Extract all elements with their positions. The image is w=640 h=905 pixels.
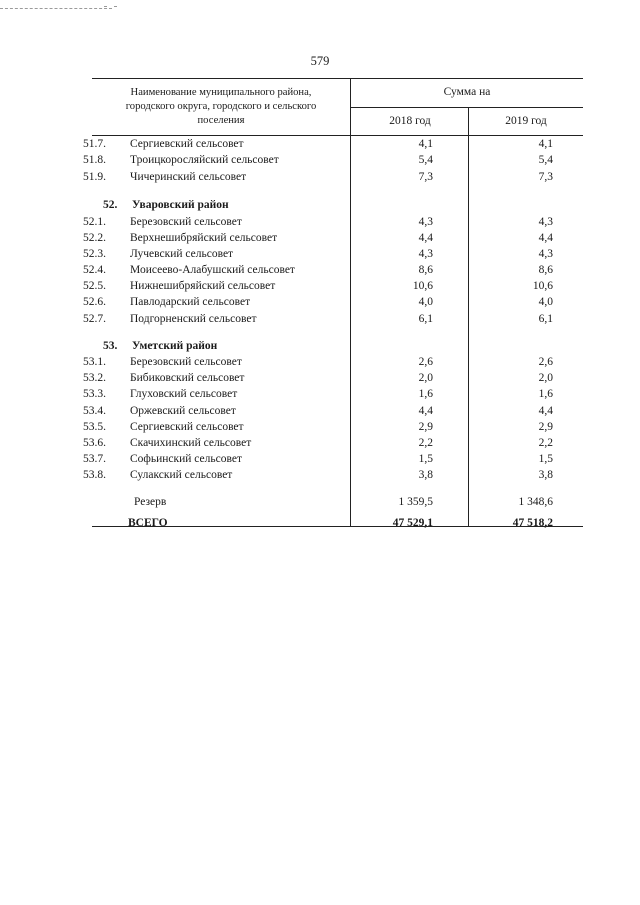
row-number: 52.6. — [83, 296, 106, 308]
scan-margin-dot — [104, 6, 107, 7]
value-2019: 4,3 — [538, 216, 553, 228]
row-name: Скачихинский сельсовет — [130, 437, 252, 449]
value-2018: 8,6 — [418, 264, 433, 276]
table-row — [83, 262, 583, 278]
table-row — [83, 214, 583, 230]
table-row — [83, 467, 583, 483]
table-row — [83, 311, 583, 327]
table-row — [83, 136, 583, 152]
row-number: 51.8. — [83, 154, 106, 166]
row-number: 52.5. — [83, 280, 106, 292]
value-2018: 1,5 — [418, 453, 433, 465]
value-2018: 2,0 — [418, 372, 433, 384]
value-2019: 4,1 — [538, 138, 553, 150]
row-name: ВСЕГО — [128, 517, 168, 529]
row-number: 51.7. — [83, 138, 106, 150]
row-name: Нижнешибряйский сельсовет — [130, 280, 276, 292]
table-row — [83, 403, 583, 419]
table-section-row — [92, 338, 583, 354]
row-number: 53. — [103, 340, 118, 352]
header-sum-column: Сумма на — [350, 79, 583, 108]
table-body — [83, 136, 583, 529]
value-2019: 2,9 — [538, 421, 553, 433]
value-2019: 4,3 — [538, 248, 553, 260]
row-number: 51.9. — [83, 171, 106, 183]
value-2018: 2,9 — [418, 421, 433, 433]
row-number: 53.4. — [83, 405, 106, 417]
row-name: Чичеринский сельсовет — [130, 171, 247, 183]
value-2019: 4,4 — [538, 405, 553, 417]
row-number: 53.6. — [83, 437, 106, 449]
row-name: Оржевский сельсовет — [130, 405, 236, 417]
value-2018: 4,1 — [418, 138, 433, 150]
row-name: Уметский район — [132, 340, 218, 352]
row-name: Березовский сельсовет — [130, 356, 242, 368]
value-2019: 1,6 — [538, 388, 553, 400]
row-name: Подгорненский сельсовет — [130, 313, 257, 325]
value-2019: 2,0 — [538, 372, 553, 384]
value-2019: 2,2 — [538, 437, 553, 449]
row-number: 53.2. — [83, 372, 106, 384]
value-2018: 2,2 — [418, 437, 433, 449]
value-2018: 4,3 — [418, 216, 433, 228]
row-number: 52. — [103, 199, 118, 211]
value-2018: 3,8 — [418, 469, 433, 481]
value-2019: 3,8 — [538, 469, 553, 481]
value-2019: 7,3 — [538, 171, 553, 183]
value-2019: 4,4 — [538, 232, 553, 244]
table-row — [83, 246, 583, 262]
table-row — [83, 230, 583, 246]
header-year-2018: 2018 год — [350, 108, 469, 135]
row-number: 53.8. — [83, 469, 106, 481]
header-name-line: Наименование муниципального района, — [130, 87, 312, 98]
row-name: Моисеево-Алабушский сельсовет — [130, 264, 295, 276]
value-2018: 7,3 — [418, 171, 433, 183]
value-2019: 5,4 — [538, 154, 553, 166]
row-number: 52.7. — [83, 313, 106, 325]
table-bottom-rule — [92, 526, 583, 527]
row-name: Софьинский сельсовет — [130, 453, 242, 465]
row-name: Березовский сельсовет — [130, 216, 242, 228]
value-2018: 6,1 — [418, 313, 433, 325]
value-2018: 10,6 — [412, 280, 433, 292]
table-row — [83, 354, 583, 370]
value-2018: 4,3 — [418, 248, 433, 260]
budget-distribution-table — [83, 78, 583, 529]
value-2018: 47 529,1 — [392, 517, 433, 529]
value-2018: 4,4 — [418, 232, 433, 244]
table-total-row — [92, 515, 583, 531]
table-reserve-row — [92, 494, 583, 510]
row-name: Лучевский сельсовет — [130, 248, 234, 260]
header-name-line: поселения — [197, 115, 245, 126]
row-name: Сергиевский сельсовет — [130, 421, 244, 433]
row-name: Сергиевский сельсовет — [130, 138, 244, 150]
value-2018: 1 359,5 — [398, 496, 433, 508]
header-year-2019: 2019 год — [468, 108, 583, 135]
row-name: Павлодарский сельсовет — [130, 296, 251, 308]
table-row — [83, 169, 583, 185]
value-2019: 1,5 — [538, 453, 553, 465]
table-section-row — [92, 197, 583, 213]
row-number: 53.7. — [83, 453, 106, 465]
value-2018: 4,4 — [418, 405, 433, 417]
row-name: Бибиковский сельсовет — [130, 372, 245, 384]
row-name: Уваровский район — [132, 199, 229, 211]
row-name: Резерв — [134, 496, 167, 508]
table-row — [83, 294, 583, 310]
header-name-column — [92, 86, 350, 128]
row-number: 53.5. — [83, 421, 106, 433]
value-2019: 6,1 — [538, 313, 553, 325]
row-name: Сулакский сельсовет — [130, 469, 233, 481]
value-2019: 1 348,6 — [518, 496, 553, 508]
table-row — [83, 419, 583, 435]
scan-margin-dot — [114, 6, 117, 7]
row-number: 52.3. — [83, 248, 106, 260]
header-name-line: городского округа, городского и сельского — [125, 101, 317, 112]
row-number: 53.1. — [83, 356, 106, 368]
page-number: 579 — [310, 54, 330, 68]
row-number: 53.3. — [83, 388, 106, 400]
value-2019: 4,0 — [538, 296, 553, 308]
table-row — [83, 435, 583, 451]
row-number: 52.1. — [83, 216, 106, 228]
value-2018: 2,6 — [418, 356, 433, 368]
row-name: Троицкоросляйский сельсовет — [130, 154, 279, 166]
table-header — [92, 78, 583, 136]
row-number: 52.2. — [83, 232, 106, 244]
table-row — [83, 370, 583, 386]
value-2018: 4,0 — [418, 296, 433, 308]
value-2019: 2,6 — [538, 356, 553, 368]
row-name: Глуховский сельсовет — [130, 388, 238, 400]
scan-margin-mark — [0, 8, 112, 9]
row-name: Верхнешибряйский сельсовет — [130, 232, 278, 244]
table-row — [83, 278, 583, 294]
table-row — [83, 152, 583, 168]
value-2019: 47 518,2 — [512, 517, 553, 529]
value-2018: 5,4 — [418, 154, 433, 166]
table-row — [83, 451, 583, 467]
value-2019: 8,6 — [538, 264, 553, 276]
value-2019: 10,6 — [532, 280, 553, 292]
table-row — [83, 386, 583, 402]
value-2018: 1,6 — [418, 388, 433, 400]
row-number: 52.4. — [83, 264, 106, 276]
